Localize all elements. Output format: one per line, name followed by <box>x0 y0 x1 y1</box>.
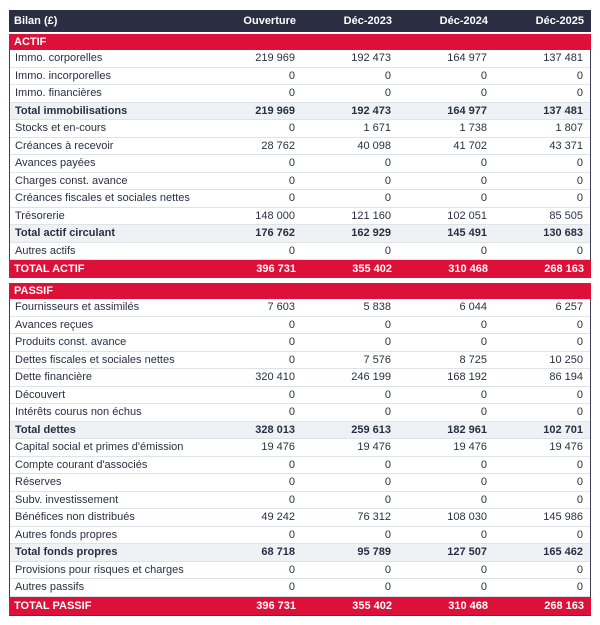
row-label: Total actif circulant <box>15 227 116 240</box>
cell-value: 19 476 <box>261 441 295 454</box>
cell-value: 76 312 <box>357 511 391 524</box>
table-row <box>10 138 590 156</box>
cell-value: 0 <box>480 528 487 541</box>
cell-value: 0 <box>576 528 583 541</box>
cell-value: 137 481 <box>543 104 583 117</box>
table-row <box>10 509 590 527</box>
section-header-label: PASSIF <box>14 285 53 297</box>
row-label: Immo. incorporelles <box>15 69 111 82</box>
table-row <box>10 299 590 317</box>
row-label: Compte courant d'associés <box>15 458 148 471</box>
table-body <box>9 34 591 616</box>
cell-value: 108 030 <box>447 511 487 524</box>
column-header-ouverture: Ouverture <box>243 15 296 27</box>
cell-value: 192 473 <box>351 52 391 65</box>
cell-value: 0 <box>288 563 295 576</box>
cell-value: 0 <box>288 493 295 506</box>
table-row <box>10 404 590 422</box>
table-row <box>10 492 590 510</box>
cell-value: 0 <box>384 458 391 471</box>
cell-value: 0 <box>480 388 487 401</box>
row-label: Immo. corporelles <box>15 52 103 65</box>
cell-value: 396 731 <box>256 599 296 612</box>
row-label: Capital social et primes d'émission <box>15 441 184 454</box>
row-label: Autres fonds propres <box>15 528 118 541</box>
cell-value: 145 986 <box>543 511 583 524</box>
cell-value: 246 199 <box>351 371 391 384</box>
cell-value: 5 838 <box>363 301 391 314</box>
cell-value: 0 <box>480 244 487 257</box>
cell-value: 95 789 <box>357 546 391 559</box>
table-row <box>10 352 590 370</box>
table-row <box>10 579 590 597</box>
cell-value: 0 <box>480 581 487 594</box>
cell-value: 0 <box>480 318 487 331</box>
row-label: Créances fiscales et sociales nettes <box>15 192 190 205</box>
cell-value: 0 <box>384 406 391 419</box>
table-row <box>10 173 590 191</box>
cell-value: 85 505 <box>549 209 583 222</box>
cell-value: 0 <box>576 318 583 331</box>
cell-value: 6 044 <box>459 301 487 314</box>
table-row <box>10 243 590 261</box>
row-label: Immo. financières <box>15 87 102 100</box>
cell-value: 219 969 <box>255 104 295 117</box>
row-label: Trésorerie <box>15 209 65 222</box>
row-label: Provisions pour risques et charges <box>15 563 184 576</box>
cell-value: 0 <box>288 87 295 100</box>
table-row <box>10 474 590 492</box>
table-row <box>10 190 590 208</box>
cell-value: 145 491 <box>447 227 487 240</box>
column-header-dec-2023: Déc-2023 <box>343 15 392 27</box>
cell-value: 355 402 <box>352 599 392 612</box>
table-row <box>10 208 590 226</box>
cell-value: 268 163 <box>544 263 584 275</box>
cell-value: 28 762 <box>261 139 295 152</box>
row-label: Charges const. avance <box>15 174 128 187</box>
table-row <box>10 120 590 138</box>
cell-value: 1 738 <box>459 122 487 135</box>
cell-value: 164 977 <box>447 52 487 65</box>
cell-value: 310 468 <box>448 599 488 612</box>
row-label: Fournisseurs et assimilés <box>15 301 140 314</box>
row-label: Réserves <box>15 476 62 489</box>
cell-value: 168 192 <box>447 371 487 384</box>
cell-value: 6 257 <box>555 301 583 314</box>
cell-value: 0 <box>576 87 583 100</box>
cell-value: 0 <box>480 458 487 471</box>
cell-value: 0 <box>288 336 295 349</box>
cell-value: 0 <box>480 192 487 205</box>
cell-value: 1 671 <box>363 122 391 135</box>
table-row <box>10 103 590 121</box>
cell-value: 127 507 <box>447 546 487 559</box>
cell-value: 0 <box>384 69 391 82</box>
cell-value: 19 476 <box>453 441 487 454</box>
column-header-dec-2024: Déc-2024 <box>439 15 488 27</box>
cell-value: 268 163 <box>544 599 584 612</box>
cell-value: 0 <box>480 69 487 82</box>
cell-value: 0 <box>384 318 391 331</box>
cell-value: 328 013 <box>255 423 295 436</box>
cell-value: 0 <box>288 157 295 170</box>
balance-sheet-table <box>9 10 591 616</box>
cell-value: 0 <box>576 458 583 471</box>
table-row <box>10 85 590 103</box>
cell-value: 219 969 <box>255 52 295 65</box>
cell-value: 137 481 <box>543 52 583 65</box>
cell-value: 0 <box>288 244 295 257</box>
row-label: Autres passifs <box>15 581 85 594</box>
cell-value: 0 <box>576 192 583 205</box>
table-row <box>10 155 590 173</box>
table-row <box>10 387 590 405</box>
cell-value: 7 603 <box>267 301 295 314</box>
cell-value: 0 <box>384 581 391 594</box>
cell-value: 10 250 <box>549 353 583 366</box>
cell-value: 0 <box>480 157 487 170</box>
cell-value: 148 000 <box>255 209 295 222</box>
cell-value: 0 <box>384 157 391 170</box>
table-row <box>10 422 590 440</box>
row-label: Dettes fiscales et sociales nettes <box>15 353 175 366</box>
table-row <box>9 597 591 615</box>
row-label: Bénéfices non distribués <box>15 511 135 524</box>
cell-value: 102 051 <box>447 209 487 222</box>
cell-value: 0 <box>384 336 391 349</box>
row-label: TOTAL PASSIF <box>14 599 92 612</box>
cell-value: 7 576 <box>363 353 391 366</box>
table-row <box>10 527 590 545</box>
cell-value: 0 <box>576 388 583 401</box>
cell-value: 0 <box>384 528 391 541</box>
cell-value: 0 <box>576 69 583 82</box>
cell-value: 41 702 <box>453 139 487 152</box>
cell-value: 0 <box>288 528 295 541</box>
cell-value: 121 160 <box>351 209 391 222</box>
cell-value: 162 929 <box>351 227 391 240</box>
table-row <box>10 334 590 352</box>
cell-value: 0 <box>288 476 295 489</box>
cell-value: 0 <box>288 192 295 205</box>
cell-value: 164 977 <box>447 104 487 117</box>
column-header-dec-2025: Déc-2025 <box>535 15 584 27</box>
cell-value: 0 <box>480 563 487 576</box>
cell-value: 0 <box>480 336 487 349</box>
row-label: Créances à recevoir <box>15 139 114 152</box>
cell-value: 0 <box>384 87 391 100</box>
cell-value: 310 468 <box>448 263 488 275</box>
table-title: Bilan (£) <box>14 15 58 27</box>
cell-value: 8 725 <box>459 353 487 366</box>
row-label: Produits const. avance <box>15 336 127 349</box>
cell-value: 0 <box>384 476 391 489</box>
cell-value: 86 194 <box>549 371 583 384</box>
cell-value: 49 242 <box>261 511 295 524</box>
cell-value: 19 476 <box>549 441 583 454</box>
table-row <box>10 562 590 580</box>
cell-value: 43 371 <box>549 139 583 152</box>
table-row <box>10 544 590 562</box>
cell-value: 0 <box>288 388 295 401</box>
table-header-row <box>9 10 591 32</box>
cell-value: 176 762 <box>255 227 295 240</box>
row-label: Subv. investissement <box>15 493 119 506</box>
cell-value: 0 <box>480 174 487 187</box>
cell-value: 0 <box>288 406 295 419</box>
cell-value: 355 402 <box>352 263 392 275</box>
cell-value: 192 473 <box>351 104 391 117</box>
cell-value: 0 <box>288 458 295 471</box>
row-label: Autres actifs <box>15 244 76 257</box>
cell-value: 0 <box>480 87 487 100</box>
cell-value: 0 <box>288 353 295 366</box>
cell-value: 0 <box>576 581 583 594</box>
cell-value: 0 <box>288 174 295 187</box>
cell-value: 0 <box>384 563 391 576</box>
cell-value: 0 <box>576 493 583 506</box>
row-label: Total fonds propres <box>15 546 118 559</box>
cell-value: 130 683 <box>543 227 583 240</box>
cell-value: 102 701 <box>543 423 583 436</box>
cell-value: 182 961 <box>447 423 487 436</box>
cell-value: 0 <box>384 493 391 506</box>
cell-value: 0 <box>576 406 583 419</box>
cell-value: 40 098 <box>357 139 391 152</box>
row-label: Avances payées <box>15 157 96 170</box>
table-row <box>10 457 590 475</box>
cell-value: 165 462 <box>543 546 583 559</box>
table-row <box>10 50 590 68</box>
table-row <box>9 260 591 278</box>
row-label: Total dettes <box>15 423 76 436</box>
cell-value: 0 <box>288 581 295 594</box>
row-label: Découvert <box>15 388 66 401</box>
row-label: Stocks et en-cours <box>15 122 107 135</box>
table-row <box>10 369 590 387</box>
section-header-0 <box>9 34 591 50</box>
table-row <box>10 225 590 243</box>
section-header-1 <box>9 283 591 299</box>
table-row <box>10 439 590 457</box>
cell-value: 0 <box>576 476 583 489</box>
cell-value: 0 <box>384 174 391 187</box>
cell-value: 0 <box>384 244 391 257</box>
cell-value: 0 <box>576 174 583 187</box>
cell-value: 0 <box>480 406 487 419</box>
cell-value: 0 <box>288 122 295 135</box>
cell-value: 0 <box>576 244 583 257</box>
row-label: Total immobilisations <box>15 104 128 117</box>
row-label: Intérêts courus non échus <box>15 406 142 419</box>
table-row <box>10 68 590 86</box>
cell-value: 1 807 <box>555 122 583 135</box>
row-label: Dette financière <box>15 371 93 384</box>
cell-value: 0 <box>288 69 295 82</box>
cell-value: 0 <box>480 493 487 506</box>
cell-value: 396 731 <box>256 263 296 275</box>
cell-value: 68 718 <box>261 546 295 559</box>
cell-value: 0 <box>576 157 583 170</box>
cell-value: 0 <box>480 476 487 489</box>
cell-value: 19 476 <box>357 441 391 454</box>
cell-value: 0 <box>384 388 391 401</box>
cell-value: 320 410 <box>255 371 295 384</box>
cell-value: 259 613 <box>351 423 391 436</box>
cell-value: 0 <box>576 563 583 576</box>
cell-value: 0 <box>384 192 391 205</box>
cell-value: 0 <box>576 336 583 349</box>
table-row <box>10 317 590 335</box>
section-header-label: ACTIF <box>14 36 47 48</box>
row-label: Avances reçues <box>15 318 94 331</box>
row-label: TOTAL ACTIF <box>14 263 85 275</box>
cell-value: 0 <box>288 318 295 331</box>
